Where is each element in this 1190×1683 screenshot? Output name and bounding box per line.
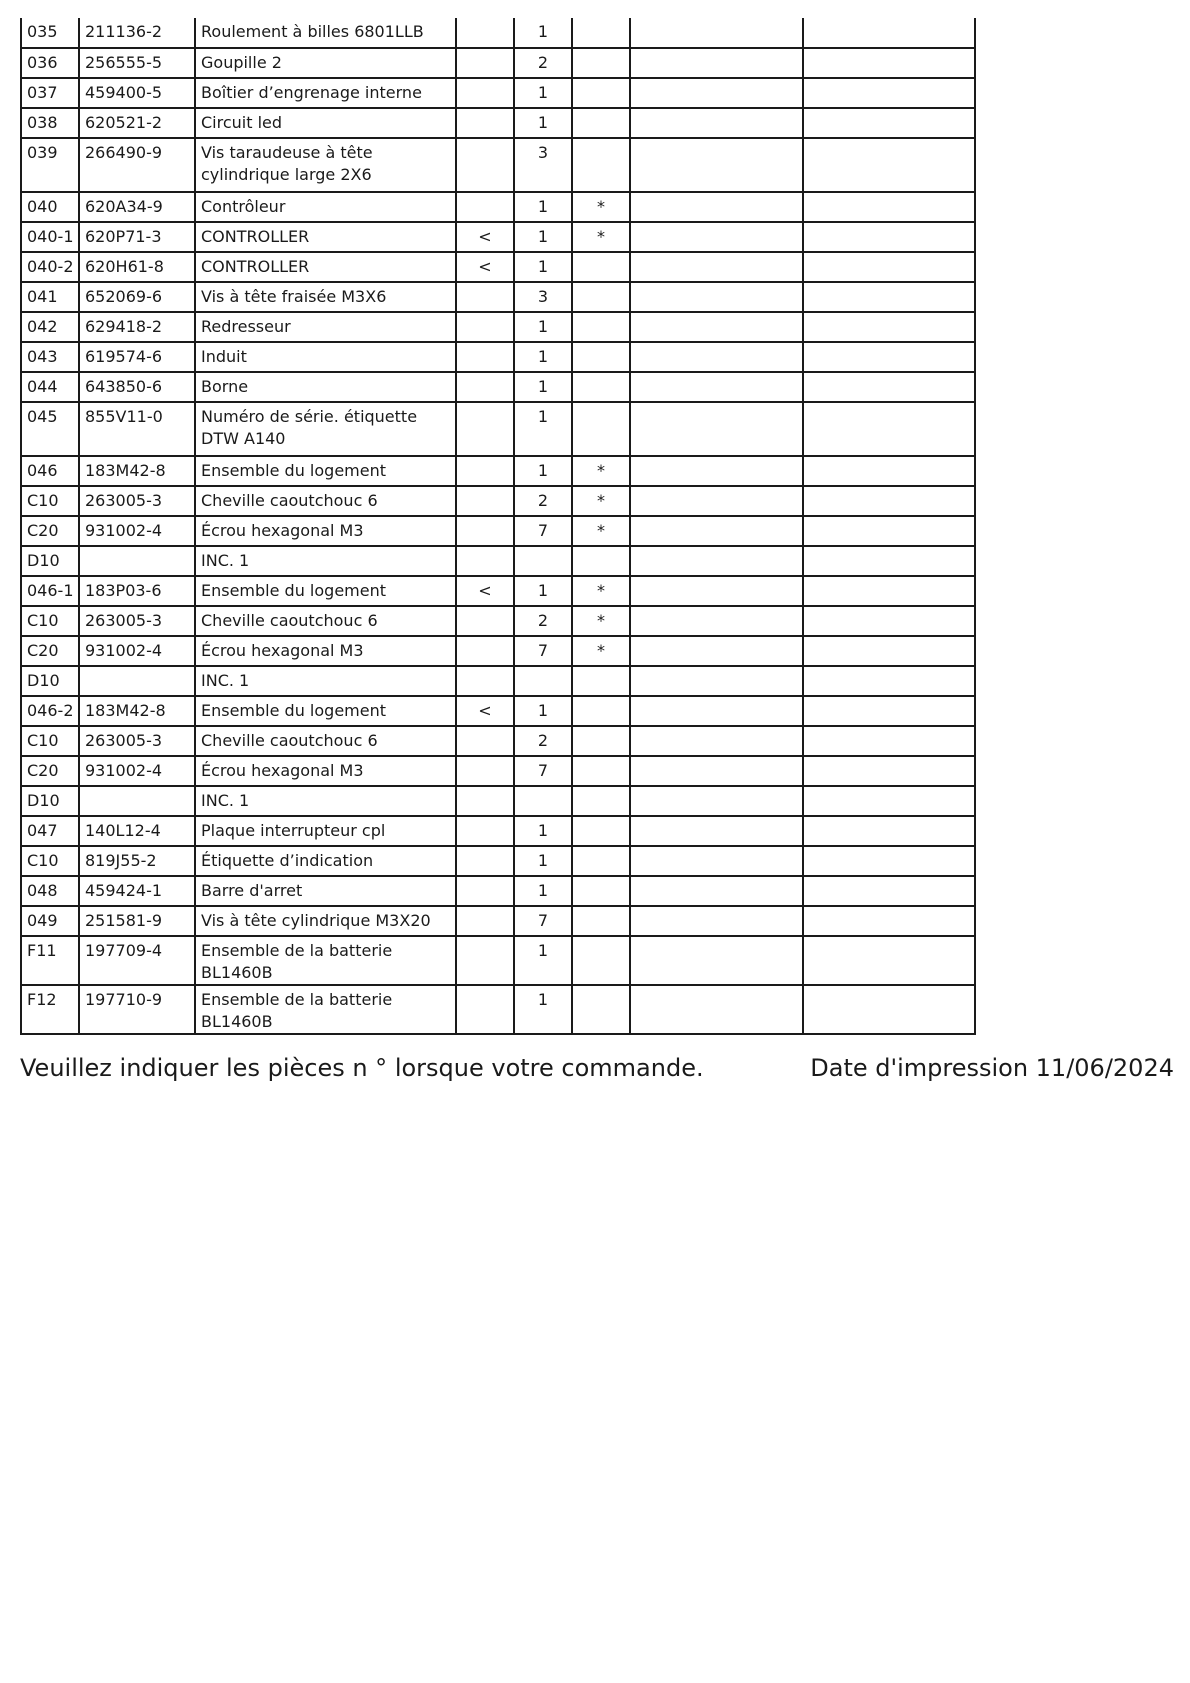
empty-cell (630, 108, 803, 138)
part-number-cell: 049 (21, 906, 79, 936)
change-marker-cell (456, 636, 514, 666)
part-number-cell: C20 (21, 756, 79, 786)
empty-cell (803, 846, 975, 876)
change-marker-cell (456, 786, 514, 816)
quantity-cell: 2 (514, 486, 572, 516)
empty-cell (803, 342, 975, 372)
part-number-cell: 039 (21, 138, 79, 192)
part-code-cell: 183M42-8 (79, 456, 195, 486)
quantity-cell: 7 (514, 756, 572, 786)
empty-cell (803, 18, 975, 48)
parts-table-body (21, 18, 975, 1034)
part-code-cell: 619574-6 (79, 342, 195, 372)
change-marker-cell (456, 756, 514, 786)
availability-mark-cell (572, 906, 630, 936)
quantity-cell: 2 (514, 606, 572, 636)
empty-cell (630, 402, 803, 456)
quantity-cell: 1 (514, 222, 572, 252)
part-description-cell: Circuit led (195, 108, 456, 138)
quantity-cell: 1 (514, 342, 572, 372)
part-number-cell: C10 (21, 846, 79, 876)
change-marker-cell (456, 78, 514, 108)
availability-mark-cell (572, 936, 630, 985)
table-row (21, 726, 975, 756)
table-row (21, 876, 975, 906)
table-row (21, 936, 975, 985)
part-number-cell: 043 (21, 342, 79, 372)
part-number-cell: 041 (21, 282, 79, 312)
part-number-cell: 047 (21, 816, 79, 846)
availability-mark-cell (572, 18, 630, 48)
parts-table (20, 18, 976, 1035)
part-number-cell: C10 (21, 606, 79, 636)
part-code-cell: 263005-3 (79, 726, 195, 756)
table-row (21, 456, 975, 486)
availability-mark-cell (572, 372, 630, 402)
quantity-cell: 1 (514, 18, 572, 48)
part-description-cell: Contrôleur (195, 192, 456, 222)
part-number-cell: 045 (21, 402, 79, 456)
part-code-cell: 211136-2 (79, 18, 195, 48)
availability-mark-cell (572, 696, 630, 726)
quantity-cell: 1 (514, 576, 572, 606)
availability-mark-cell (572, 312, 630, 342)
change-marker-cell (456, 516, 514, 546)
part-code-cell: 459400-5 (79, 78, 195, 108)
part-code-cell (79, 666, 195, 696)
availability-mark-cell: * (572, 576, 630, 606)
part-code-cell: 251581-9 (79, 906, 195, 936)
empty-cell (630, 546, 803, 576)
empty-cell (630, 846, 803, 876)
change-marker-cell (456, 282, 514, 312)
empty-cell (803, 726, 975, 756)
part-description-cell: Vis à tête fraisée M3X6 (195, 282, 456, 312)
change-marker-cell (456, 985, 514, 1034)
quantity-cell: 1 (514, 108, 572, 138)
availability-mark-cell (572, 846, 630, 876)
availability-mark-cell (572, 108, 630, 138)
table-row (21, 342, 975, 372)
part-number-cell: C20 (21, 636, 79, 666)
table-row (21, 312, 975, 342)
availability-mark-cell (572, 726, 630, 756)
change-marker-cell (456, 18, 514, 48)
empty-cell (630, 48, 803, 78)
quantity-cell: 1 (514, 816, 572, 846)
empty-cell (630, 576, 803, 606)
quantity-cell: 1 (514, 876, 572, 906)
empty-cell (803, 696, 975, 726)
part-description-cell: Redresseur (195, 312, 456, 342)
table-row (21, 546, 975, 576)
part-description-cell: Ensemble du logement (195, 456, 456, 486)
part-code-cell: 183P03-6 (79, 576, 195, 606)
empty-cell (630, 666, 803, 696)
empty-cell (630, 18, 803, 48)
part-number-cell: 044 (21, 372, 79, 402)
table-row (21, 906, 975, 936)
empty-cell (803, 192, 975, 222)
empty-cell (630, 606, 803, 636)
empty-cell (630, 138, 803, 192)
availability-mark-cell: * (572, 456, 630, 486)
quantity-cell: 1 (514, 312, 572, 342)
part-number-cell: 042 (21, 312, 79, 342)
empty-cell (630, 726, 803, 756)
part-number-cell: D10 (21, 546, 79, 576)
availability-mark-cell: * (572, 606, 630, 636)
empty-cell (630, 636, 803, 666)
part-description-cell: Barre d'arret (195, 876, 456, 906)
part-description-cell: Vis taraudeuse à tête cylindrique large 2X6 (195, 138, 456, 192)
part-number-cell: 040 (21, 192, 79, 222)
table-row (21, 78, 975, 108)
part-description-cell: Écrou hexagonal M3 (195, 756, 456, 786)
part-code-cell: 197709-4 (79, 936, 195, 985)
availability-mark-cell (572, 138, 630, 192)
table-row (21, 576, 975, 606)
part-description-cell: Cheville caoutchouc 6 (195, 486, 456, 516)
empty-cell (630, 456, 803, 486)
part-description-cell: Étiquette d’indication (195, 846, 456, 876)
table-row (21, 282, 975, 312)
part-description-cell: Plaque interrupteur cpl (195, 816, 456, 846)
quantity-cell: 3 (514, 282, 572, 312)
quantity-cell: 1 (514, 846, 572, 876)
table-row (21, 48, 975, 78)
quantity-cell: 2 (514, 726, 572, 756)
quantity-cell: 1 (514, 696, 572, 726)
part-code-cell (79, 546, 195, 576)
part-code-cell: 620521-2 (79, 108, 195, 138)
empty-cell (803, 546, 975, 576)
change-marker-cell (456, 876, 514, 906)
empty-cell (630, 252, 803, 282)
change-marker-cell (456, 342, 514, 372)
part-code-cell: 652069-6 (79, 282, 195, 312)
empty-cell (630, 906, 803, 936)
empty-cell (803, 456, 975, 486)
availability-mark-cell: * (572, 486, 630, 516)
table-row (21, 372, 975, 402)
part-description-cell: Numéro de série. étiquette DTW A140 (195, 402, 456, 456)
quantity-cell (514, 786, 572, 816)
empty-cell (803, 486, 975, 516)
empty-cell (630, 756, 803, 786)
part-code-cell: 266490-9 (79, 138, 195, 192)
part-number-cell: 040-2 (21, 252, 79, 282)
empty-cell (803, 108, 975, 138)
part-description-cell: CONTROLLER (195, 252, 456, 282)
part-number-cell: 046-2 (21, 696, 79, 726)
table-row (21, 402, 975, 456)
availability-mark-cell: * (572, 516, 630, 546)
availability-mark-cell (572, 48, 630, 78)
part-code-cell (79, 786, 195, 816)
quantity-cell (514, 666, 572, 696)
availability-mark-cell (572, 282, 630, 312)
empty-cell (803, 48, 975, 78)
change-marker-cell (456, 816, 514, 846)
table-row (21, 696, 975, 726)
empty-cell (803, 906, 975, 936)
empty-cell (630, 876, 803, 906)
part-code-cell: 197710-9 (79, 985, 195, 1034)
part-code-cell: 263005-3 (79, 606, 195, 636)
table-row (21, 636, 975, 666)
part-description-cell: Ensemble du logement (195, 696, 456, 726)
empty-cell (630, 222, 803, 252)
empty-cell (630, 786, 803, 816)
change-marker-cell (456, 108, 514, 138)
empty-cell (803, 312, 975, 342)
availability-mark-cell (572, 78, 630, 108)
part-code-cell: 459424-1 (79, 876, 195, 906)
empty-cell (803, 985, 975, 1034)
part-number-cell: 038 (21, 108, 79, 138)
part-number-cell: 046-1 (21, 576, 79, 606)
part-code-cell: 931002-4 (79, 516, 195, 546)
part-description-cell: Goupille 2 (195, 48, 456, 78)
quantity-cell: 1 (514, 985, 572, 1034)
empty-cell (803, 636, 975, 666)
part-code-cell: 183M42-8 (79, 696, 195, 726)
availability-mark-cell (572, 252, 630, 282)
empty-cell (803, 756, 975, 786)
part-description-cell: Écrou hexagonal M3 (195, 516, 456, 546)
table-row (21, 985, 975, 1034)
quantity-cell: 7 (514, 906, 572, 936)
empty-cell (803, 666, 975, 696)
part-number-cell: 035 (21, 18, 79, 48)
table-row (21, 516, 975, 546)
change-marker-cell (456, 906, 514, 936)
empty-cell (630, 342, 803, 372)
empty-cell (630, 696, 803, 726)
availability-mark-cell (572, 342, 630, 372)
part-number-cell: C10 (21, 486, 79, 516)
empty-cell (630, 985, 803, 1034)
empty-cell (630, 816, 803, 846)
part-code-cell: 855V11-0 (79, 402, 195, 456)
change-marker-cell (456, 312, 514, 342)
table-row (21, 138, 975, 192)
empty-cell (630, 312, 803, 342)
quantity-cell: 7 (514, 636, 572, 666)
quantity-cell: 1 (514, 192, 572, 222)
quantity-cell: 2 (514, 48, 572, 78)
quantity-cell: 1 (514, 456, 572, 486)
empty-cell (630, 516, 803, 546)
empty-cell (803, 372, 975, 402)
empty-cell (630, 192, 803, 222)
table-row (21, 252, 975, 282)
part-description-cell: Induit (195, 342, 456, 372)
change-marker-cell (456, 48, 514, 78)
empty-cell (630, 282, 803, 312)
part-number-cell: F11 (21, 936, 79, 985)
empty-cell (803, 786, 975, 816)
availability-mark-cell (572, 985, 630, 1034)
table-row (21, 786, 975, 816)
availability-mark-cell (572, 786, 630, 816)
table-row (21, 222, 975, 252)
part-number-cell: D10 (21, 666, 79, 696)
part-code-cell: 140L12-4 (79, 816, 195, 846)
part-code-cell: 931002-4 (79, 636, 195, 666)
empty-cell (803, 816, 975, 846)
part-description-cell: Ensemble du logement (195, 576, 456, 606)
change-marker-cell (456, 606, 514, 636)
quantity-cell: 1 (514, 936, 572, 985)
part-description-cell: Cheville caoutchouc 6 (195, 726, 456, 756)
availability-mark-cell (572, 876, 630, 906)
part-description-cell: INC. 1 (195, 786, 456, 816)
quantity-cell: 1 (514, 372, 572, 402)
part-description-cell: Ensemble de la batterie BL1460B (195, 985, 456, 1034)
empty-cell (630, 936, 803, 985)
quantity-cell: 7 (514, 516, 572, 546)
change-marker-cell (456, 486, 514, 516)
table-row (21, 18, 975, 48)
part-number-cell: C10 (21, 726, 79, 756)
empty-cell (630, 372, 803, 402)
empty-cell (803, 282, 975, 312)
part-number-cell: 037 (21, 78, 79, 108)
availability-mark-cell (572, 402, 630, 456)
availability-mark-cell: * (572, 192, 630, 222)
table-row (21, 666, 975, 696)
change-marker-cell: < (456, 696, 514, 726)
part-description-cell: Écrou hexagonal M3 (195, 636, 456, 666)
availability-mark-cell (572, 666, 630, 696)
empty-cell (803, 402, 975, 456)
part-description-cell: Borne (195, 372, 456, 402)
part-description-cell: Boîtier d’engrenage interne (195, 78, 456, 108)
table-row (21, 108, 975, 138)
change-marker-cell (456, 138, 514, 192)
quantity-cell: 1 (514, 402, 572, 456)
part-description-cell: CONTROLLER (195, 222, 456, 252)
empty-cell (630, 78, 803, 108)
change-marker-cell (456, 936, 514, 985)
part-code-cell: 620P71-3 (79, 222, 195, 252)
change-marker-cell: < (456, 576, 514, 606)
part-number-cell: 036 (21, 48, 79, 78)
change-marker-cell (456, 192, 514, 222)
empty-cell (803, 78, 975, 108)
table-row (21, 756, 975, 786)
part-description-cell: Ensemble de la batterie BL1460B (195, 936, 456, 985)
empty-cell (803, 138, 975, 192)
availability-mark-cell: * (572, 222, 630, 252)
change-marker-cell (456, 726, 514, 756)
part-number-cell: C20 (21, 516, 79, 546)
order-instruction-note: Veuillez indiquer les pièces n ° lorsque votre commande. (20, 1054, 704, 1082)
part-code-cell: 931002-4 (79, 756, 195, 786)
quantity-cell: 3 (514, 138, 572, 192)
part-number-cell: 046 (21, 456, 79, 486)
part-description-cell: Roulement à billes 6801LLB (195, 18, 456, 48)
table-row (21, 816, 975, 846)
part-code-cell: 620H61-8 (79, 252, 195, 282)
part-number-cell: D10 (21, 786, 79, 816)
empty-cell (803, 606, 975, 636)
empty-cell (803, 936, 975, 985)
change-marker-cell: < (456, 222, 514, 252)
part-description-cell: INC. 1 (195, 666, 456, 696)
change-marker-cell (456, 402, 514, 456)
availability-mark-cell (572, 756, 630, 786)
change-marker-cell (456, 372, 514, 402)
part-description-cell: Cheville caoutchouc 6 (195, 606, 456, 636)
part-description-cell: Vis à tête cylindrique M3X20 (195, 906, 456, 936)
part-code-cell: 643850-6 (79, 372, 195, 402)
quantity-cell: 1 (514, 78, 572, 108)
part-code-cell: 620A34-9 (79, 192, 195, 222)
empty-cell (803, 222, 975, 252)
empty-cell (803, 876, 975, 906)
change-marker-cell (456, 546, 514, 576)
change-marker-cell (456, 456, 514, 486)
empty-cell (630, 486, 803, 516)
part-code-cell: 256555-5 (79, 48, 195, 78)
part-code-cell: 819J55-2 (79, 846, 195, 876)
table-row (21, 846, 975, 876)
part-code-cell: 629418-2 (79, 312, 195, 342)
change-marker-cell: < (456, 252, 514, 282)
part-number-cell: F12 (21, 985, 79, 1034)
empty-cell (803, 576, 975, 606)
quantity-cell (514, 546, 572, 576)
availability-mark-cell (572, 546, 630, 576)
print-date: Date d'impression 11/06/2024 (810, 1054, 1174, 1082)
part-number-cell: 048 (21, 876, 79, 906)
part-code-cell: 263005-3 (79, 486, 195, 516)
table-row (21, 486, 975, 516)
change-marker-cell (456, 846, 514, 876)
availability-mark-cell (572, 816, 630, 846)
availability-mark-cell: * (572, 636, 630, 666)
part-description-cell: INC. 1 (195, 546, 456, 576)
empty-cell (803, 516, 975, 546)
table-row (21, 192, 975, 222)
table-row (21, 606, 975, 636)
empty-cell (803, 252, 975, 282)
change-marker-cell (456, 666, 514, 696)
part-number-cell: 040-1 (21, 222, 79, 252)
quantity-cell: 1 (514, 252, 572, 282)
